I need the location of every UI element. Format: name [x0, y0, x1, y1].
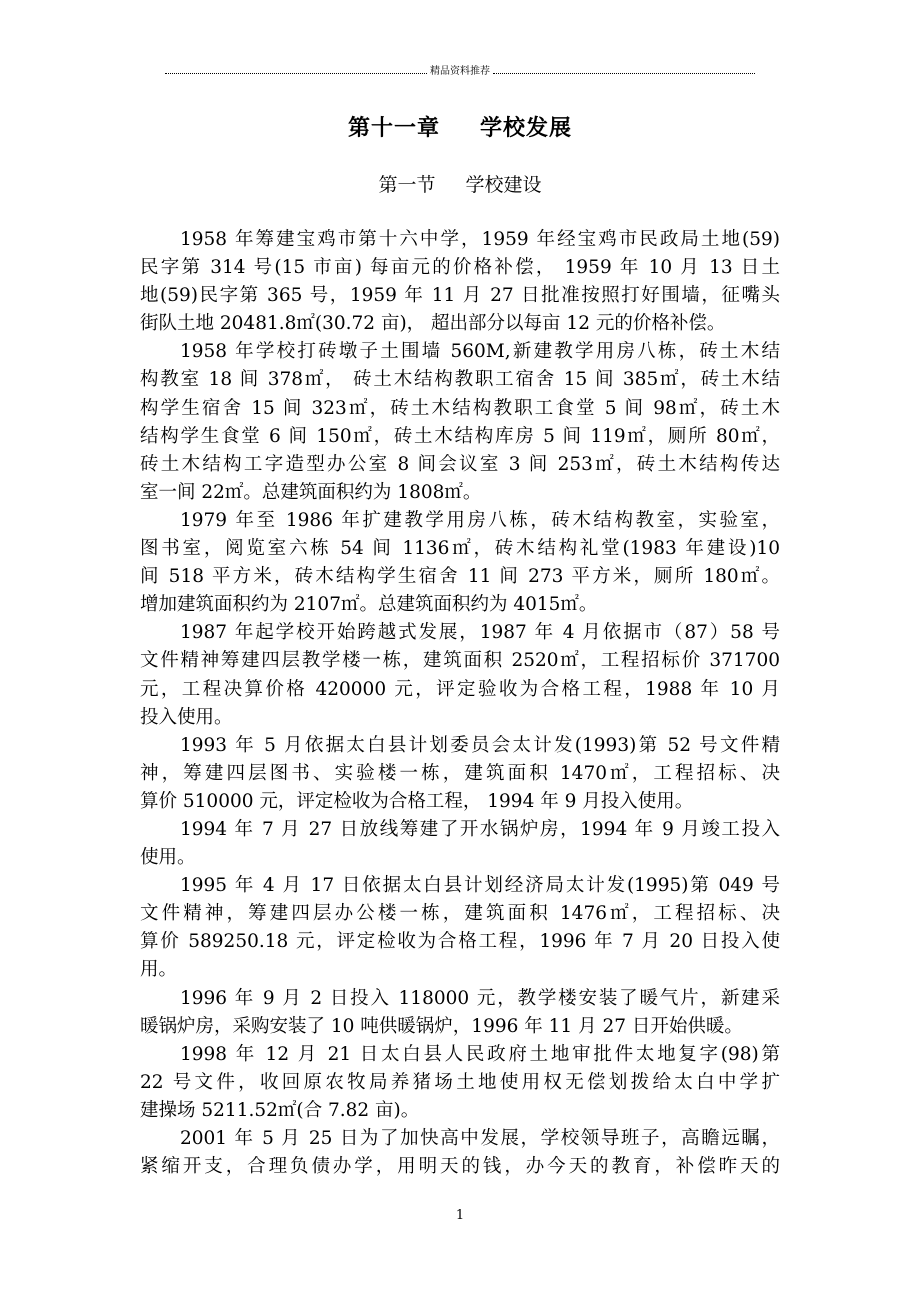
text-line: 1987 年起学校开始跨越式发展，1987 年 4 月依据市（87）58 号	[180, 622, 780, 644]
text-line: 构教室 18 间 378㎡， 砖土木结构教职工宿舍 15 间 385㎡，砖土木结	[140, 369, 780, 391]
text-line: 使用。	[140, 847, 196, 869]
section-title	[0, 171, 920, 199]
text-line: 神，筹建四层图书、实验楼一栋，建筑面积 1470㎡，工程招标、决	[140, 762, 780, 784]
page-number: 1	[455, 1208, 465, 1223]
text-line: 1995 年 4 月 17 日依据太白县计划经济局太计发(1995)第 049 号	[180, 875, 780, 897]
text-line: 文件精神，筹建四层办公楼一栋，建筑面积 1476㎡，工程招标、决	[140, 903, 780, 925]
text-line: 地(59)民字第 365 号，1959 年 11 月 27 日批准按照打好围墙，征嘴头	[140, 285, 780, 307]
text-line: 间 518 平方米，砖木结构学生宿舍 11 间 273 平方米，厕所 180㎡。	[140, 566, 780, 588]
text-line: 投入使用。	[140, 706, 233, 728]
text-line: 用。	[140, 959, 178, 981]
text-line: 算价 510000 元，评定检收为合格工程， 1994 年 9 月投入使用。	[140, 790, 694, 812]
page-header	[165, 64, 755, 80]
text-line: 1993 年 5 月依据太白县计划委员会太计发(1993)第 52 号文件精	[180, 734, 780, 756]
text-line: 紧缩开支，合理负债办学，用明天的钱，办今天的教育，补偿昨天的	[140, 1156, 780, 1178]
header-dotted-rule-right	[493, 65, 755, 74]
text-line: 民字第 314 号(15 市亩) 每亩元的价格补偿， 1959 年 10 月 13 日土	[140, 257, 780, 279]
chapter-title	[0, 114, 920, 144]
text-line: 街队土地 20481.8㎡(30.72 亩)， 超出部分以每亩 12 元的价格补偿。	[140, 313, 726, 335]
text-line: 建操场 5211.52㎡(合 7.82 亩)。	[140, 1099, 420, 1121]
text-line: 算价 589250.18 元，评定检收为合格工程，1996 年 7 月 20 日投入使	[140, 931, 780, 953]
text-line: 22 号文件，收回原农牧局养猪场土地使用权无偿划拨给太白中学扩	[140, 1071, 780, 1093]
chapter-name: 学校发展	[480, 116, 573, 141]
text-line: 增加建筑面积约为 2107㎡。总建筑面积约为 4015㎡。	[140, 594, 598, 616]
text-line: 构学生宿舍 15 间 323㎡，砖土木结构教职工食堂 5 间 98㎡，砖土木	[140, 397, 780, 419]
text-line: 1958 年学校打砖墩子土围墙 560M,新建教学用房八栋，砖土木结	[180, 341, 780, 363]
text-line: 图书室，阅览室六栋 54 间 1136㎡，砖木结构礼堂(1983 年建设)10	[140, 538, 780, 560]
section-name: 学校建设	[465, 174, 542, 196]
text-line: 1998 年 12 月 21 日太白县人民政府土地审批件太地复字(98)第	[180, 1043, 780, 1065]
text-line: 室一间 22㎡。总建筑面积约为 1808㎡。	[140, 481, 482, 503]
text-line: 文件精神筹建四层教学楼一栋，建筑面积 2520㎡，工程招标价 371700	[140, 650, 780, 672]
text-line: 1996 年 9 月 2 日投入 118000 元，教学楼安装了暖气片，新建采	[180, 987, 780, 1009]
text-line: 1979 年至 1986 年扩建教学用房八栋，砖木结构教室，实验室，	[180, 509, 780, 531]
body-text	[140, 226, 780, 1181]
section-number: 第一节	[378, 174, 436, 196]
text-line: 暖锅炉房，采购安装了 10 吨供暖锅炉，1996 年 11 月 27 日开始供暖。	[140, 1015, 743, 1037]
text-line: 砖土木结构工字造型办公室 8 间会议室 3 间 253㎡，砖土木结构传达	[140, 453, 780, 475]
text-line: 2001 年 5 月 25 日为了加快高中发展，学校领导班子，高瞻远瞩，	[180, 1128, 780, 1149]
text-line: 结构学生食堂 6 间 150㎡，砖土木结构库房 5 间 119㎡，厕所 80㎡，	[140, 425, 780, 447]
chapter-number: 第十一章	[347, 116, 440, 141]
text-line: 元，工程决算价格 420000 元，评定验收为合格工程，1988 年 10 月	[140, 678, 780, 700]
text-line: 1958 年筹建宝鸡市第十六中学，1959 年经宝鸡市民政局土地(59)	[180, 229, 780, 250]
header-dotted-rule-left	[165, 65, 427, 74]
text-line: 1994 年 7 月 27 日放线筹建了开水锅炉房，1994 年 9 月竣工投入	[180, 818, 780, 840]
header-label: 精品资料推荐	[430, 66, 490, 77]
